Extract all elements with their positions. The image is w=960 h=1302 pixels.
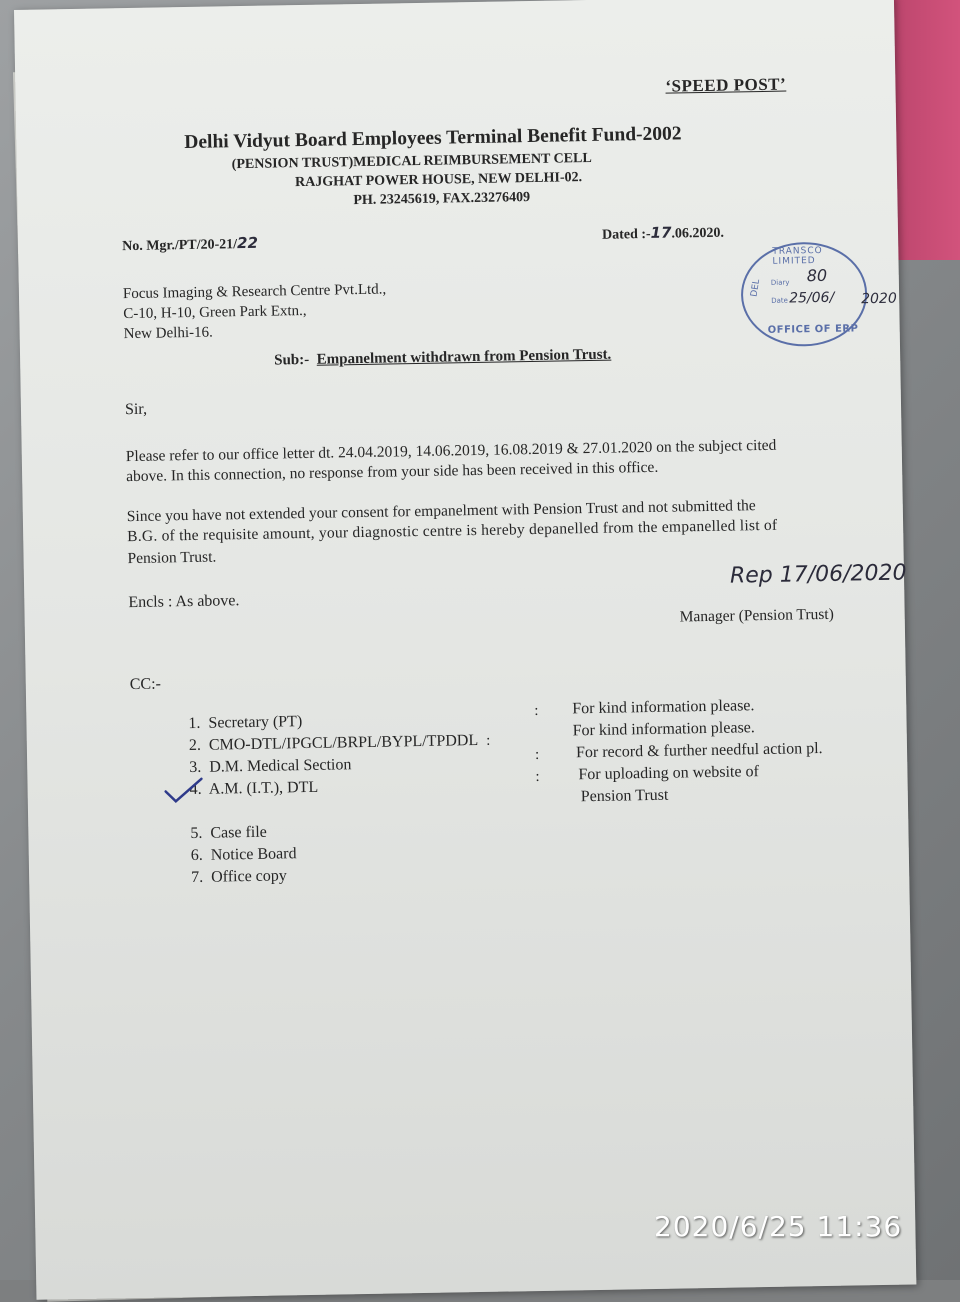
cc-item-2 bbox=[189, 732, 491, 755]
cc-item-number: 2. bbox=[188, 736, 202, 755]
cc-purpose-1: For kind information please. bbox=[572, 697, 755, 718]
letter-page bbox=[14, 0, 916, 1300]
organization-title: Delhi Vidyut Board Employees Terminal Benefit Fund-2002 bbox=[184, 123, 682, 154]
stamp-date-value: 25/06/ bbox=[789, 289, 835, 307]
subject-label: Sub:- bbox=[274, 351, 310, 369]
office-stamp bbox=[740, 241, 897, 347]
paragraph-2-line-3: Pension Trust. bbox=[127, 548, 217, 568]
enclosures: Encls : As above. bbox=[128, 592, 240, 612]
organization-cell: (PENSION TRUST)MEDICAL REIMBURSEMENT CELL bbox=[231, 150, 592, 173]
cc-colon-1: : bbox=[534, 702, 539, 720]
dated-rest: .06.2020. bbox=[671, 225, 725, 242]
subject-line bbox=[274, 347, 611, 370]
cc-item-4 bbox=[189, 779, 318, 799]
letter-date bbox=[602, 223, 724, 244]
cc-item-name: Office copy bbox=[211, 867, 287, 886]
salutation: Sir, bbox=[124, 400, 148, 419]
cc-item-number: 1. bbox=[188, 714, 201, 733]
stamp-diary-number: 80 bbox=[806, 265, 828, 286]
cc-item-name: D.M. Medical Section bbox=[209, 756, 352, 776]
stamp-bottom-text: OFFICE OF ERP bbox=[767, 323, 859, 336]
cc-item-number: 4. bbox=[189, 780, 202, 799]
dated-handwritten: 17 bbox=[650, 223, 672, 242]
dated-label: Dated :- bbox=[601, 226, 651, 243]
subject-text: Empanelment withdrawn from Pension Trust. bbox=[316, 346, 612, 368]
cc-item-number: 3. bbox=[189, 758, 202, 777]
cc-item-number: 7. bbox=[191, 868, 204, 887]
check-mark-icon bbox=[163, 777, 204, 808]
cc-item-3 bbox=[189, 756, 351, 777]
recipient-line-1: Focus Imaging & Research Centre Pvt.Ltd., bbox=[122, 281, 387, 303]
cc-colon-3: : bbox=[534, 746, 540, 764]
paragraph-2-line-2: B.G. of the requisite amount, your diagnostic centre is hereby depanelled from the empanelled list of bbox=[127, 516, 778, 546]
signatory-designation: Manager (Pension Trust) bbox=[679, 605, 834, 626]
organization-phone-fax: PH. 23245619, FAX.23276409 bbox=[353, 190, 531, 209]
stamp-date-label: Date bbox=[771, 296, 788, 305]
cc-item-6 bbox=[191, 845, 297, 865]
cc-purpose-4-continued: Pension Trust bbox=[580, 786, 669, 806]
recipient-line-3: New Delhi-16. bbox=[123, 324, 213, 343]
reference-number-printed: No. Mgr./PT/20-21/ bbox=[122, 237, 238, 255]
speed-post-label: ‘SPEED POST’ bbox=[665, 74, 787, 96]
cc-purpose-4: For uploading on website of bbox=[578, 763, 759, 784]
cc-item-5 bbox=[190, 824, 267, 843]
reference-number-handwritten: 22 bbox=[236, 233, 259, 253]
cc-item-7 bbox=[191, 867, 287, 887]
cc-item-name: CMO-DTL/IPGCL/BRPL/BYPL/TPDDL bbox=[208, 732, 479, 754]
handwritten-signature: Rep 17/06/2020 bbox=[729, 560, 907, 589]
cc-colon-4: : bbox=[535, 768, 540, 786]
cc-item-number: 6. bbox=[190, 846, 203, 865]
stamp-left-text: DEL bbox=[749, 278, 763, 298]
cc-item-name: A.M. (I.T.), DTL bbox=[208, 778, 319, 798]
cc-item-number: 5. bbox=[190, 824, 203, 843]
cc-item-name: Case file bbox=[210, 823, 267, 842]
paragraph-1-line-1: Please refer to our office letter dt. 24.04.2019, 14.06.2019, 16.08.2019 & 27.01.2020 on the subject cited bbox=[125, 436, 777, 466]
cc-item-1 bbox=[188, 713, 302, 733]
stamp-diary-label: Diary bbox=[770, 278, 790, 287]
cc-purpose-2: For kind information please. bbox=[572, 719, 755, 740]
photo-timestamp: 2020/6/25 11:36 bbox=[654, 1210, 903, 1243]
cc-item-name: Secretary (PT) bbox=[208, 713, 303, 732]
paragraph-2-line-1: Since you have not extended your consent for empanelment with Pension Trust and not submitted the bbox=[126, 497, 756, 526]
cc-purpose-3: For record & further needful action pl. bbox=[575, 740, 823, 762]
stamp-date-year: 2020 bbox=[861, 290, 897, 308]
recipient-line-2: C-10, H-10, Green Park Extn., bbox=[123, 302, 307, 323]
reference-number bbox=[122, 234, 258, 255]
cc-label: CC:- bbox=[129, 675, 162, 694]
organization-address: RAJGHAT POWER HOUSE, NEW DELHI-02. bbox=[294, 170, 583, 191]
cc-item-name: Notice Board bbox=[210, 845, 297, 864]
paragraph-1-line-2: above. In this connection, no response from your side has been received in this office. bbox=[126, 458, 659, 486]
cc-item-colon: : bbox=[486, 732, 491, 749]
stamp-top-text: TRANSCO LIMITED bbox=[772, 245, 823, 267]
